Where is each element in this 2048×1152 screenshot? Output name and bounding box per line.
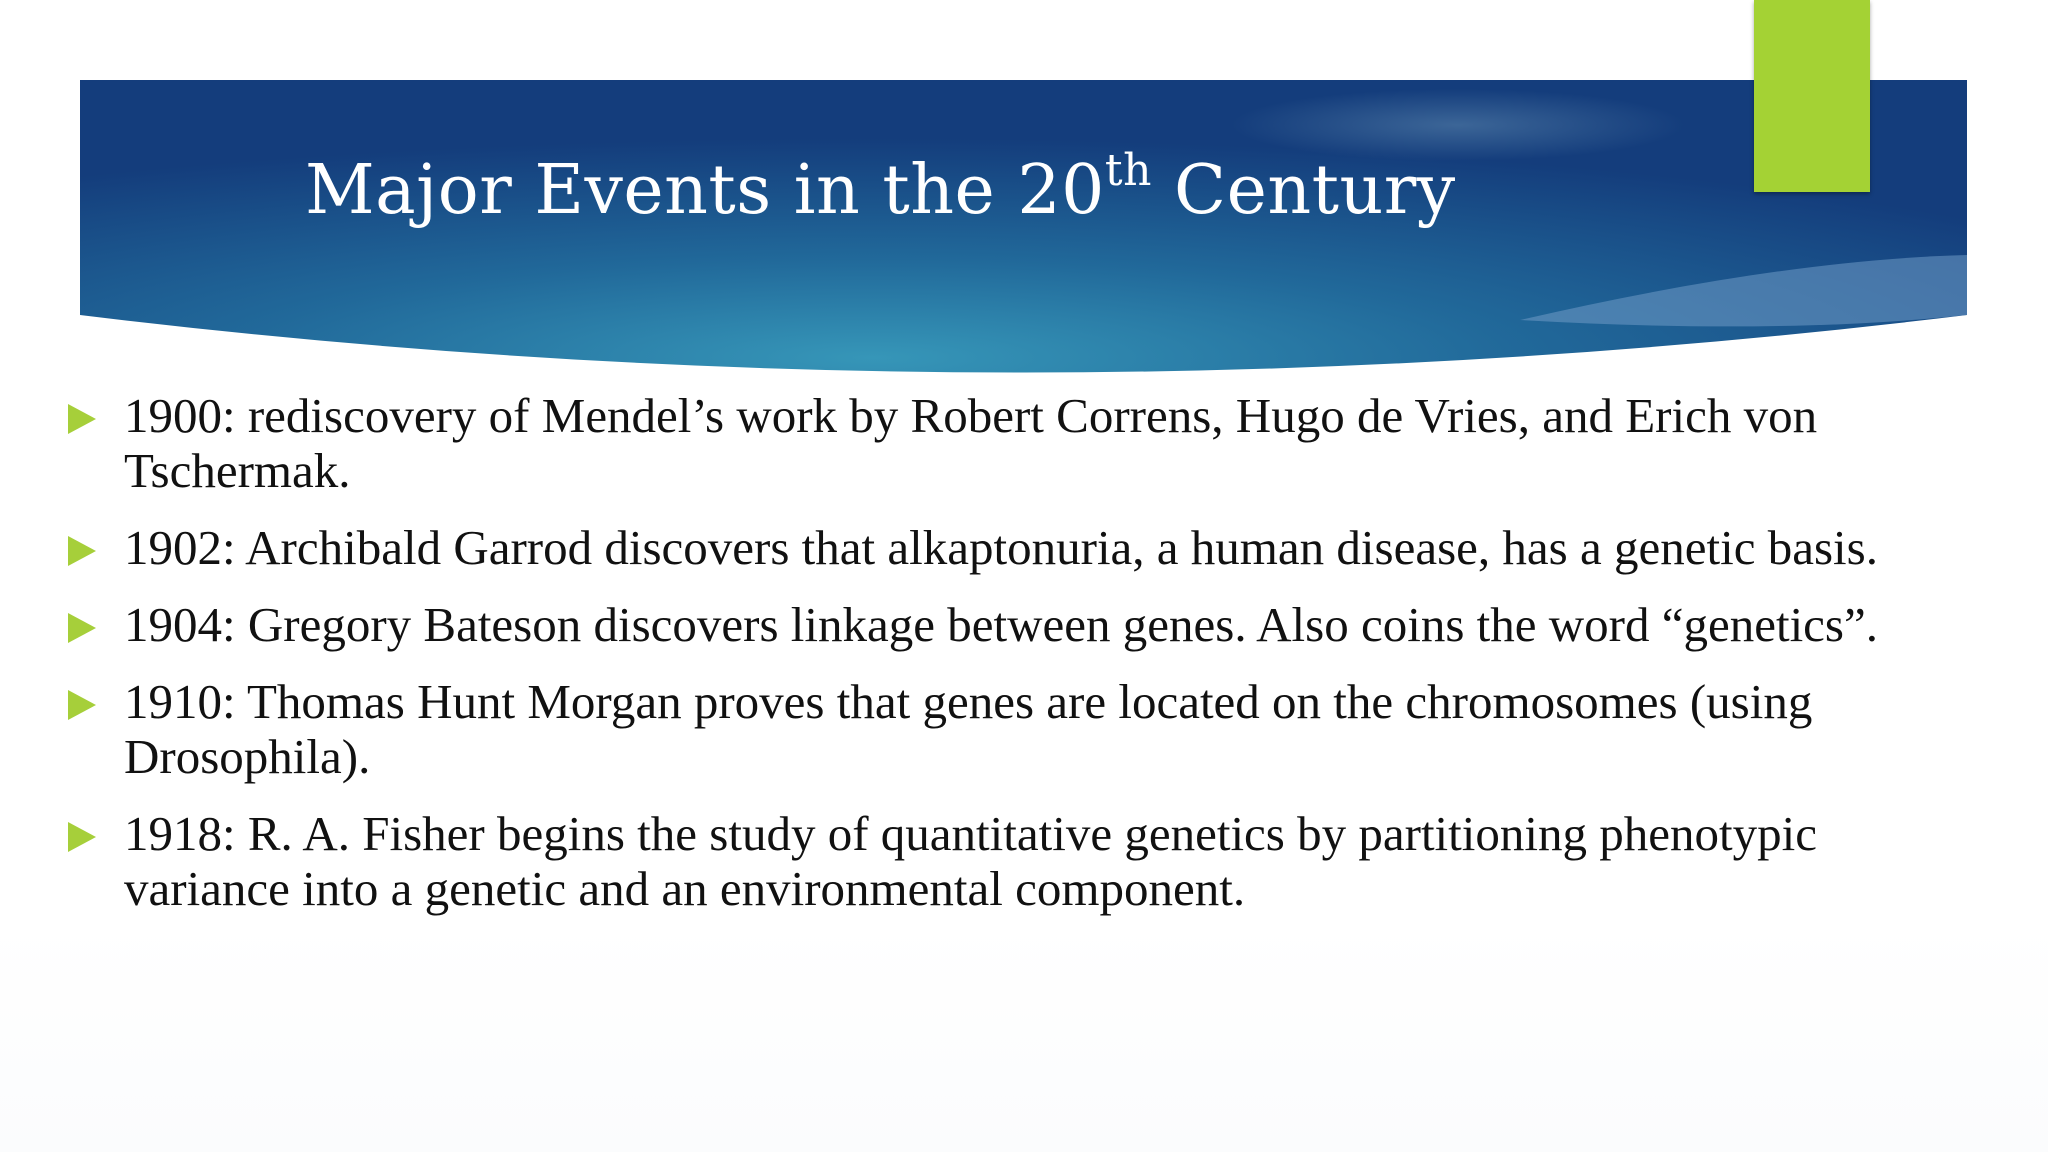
bullet-text: 1904: Gregory Bateson discovers linkage between genes. Also coins the word “genetics”. — [124, 597, 1878, 652]
slide-title-end: Century — [1151, 151, 1456, 230]
bullet-list — [66, 388, 1986, 938]
bullet-item — [66, 674, 1986, 784]
bullet-item — [66, 388, 1986, 498]
slide-title — [305, 145, 1456, 232]
accent-tab — [1754, 0, 1870, 192]
bullet-text: 1902: Archibald Garrod discovers that alkaptonuria, a human disease, has a genetic basis. — [124, 520, 1878, 575]
triangle-right-icon — [68, 822, 96, 852]
triangle-right-icon — [68, 613, 96, 643]
triangle-right-icon — [68, 536, 96, 566]
bullet-item — [66, 520, 1986, 575]
slide-title-main: Major Events in the 20 — [305, 151, 1105, 230]
bullet-item — [66, 597, 1986, 652]
bullet-text: 1900: rediscovery of Mendel’s work by Robert Correns, Hugo de Vries, and Erich von Tschermak. — [124, 388, 1818, 498]
triangle-right-icon — [68, 404, 96, 434]
triangle-right-icon — [68, 690, 96, 720]
bullet-text: 1918: R. A. Fisher begins the study of quantitative genetics by partitioning phenotypic variance into a genetic and an environmental component. — [124, 806, 1817, 916]
bullet-text: 1910: Thomas Hunt Morgan proves that genes are located on the chromosomes (using Drosophila). — [124, 674, 1813, 784]
slide-title-superscript: th — [1104, 145, 1152, 196]
bullet-item — [66, 806, 1986, 916]
